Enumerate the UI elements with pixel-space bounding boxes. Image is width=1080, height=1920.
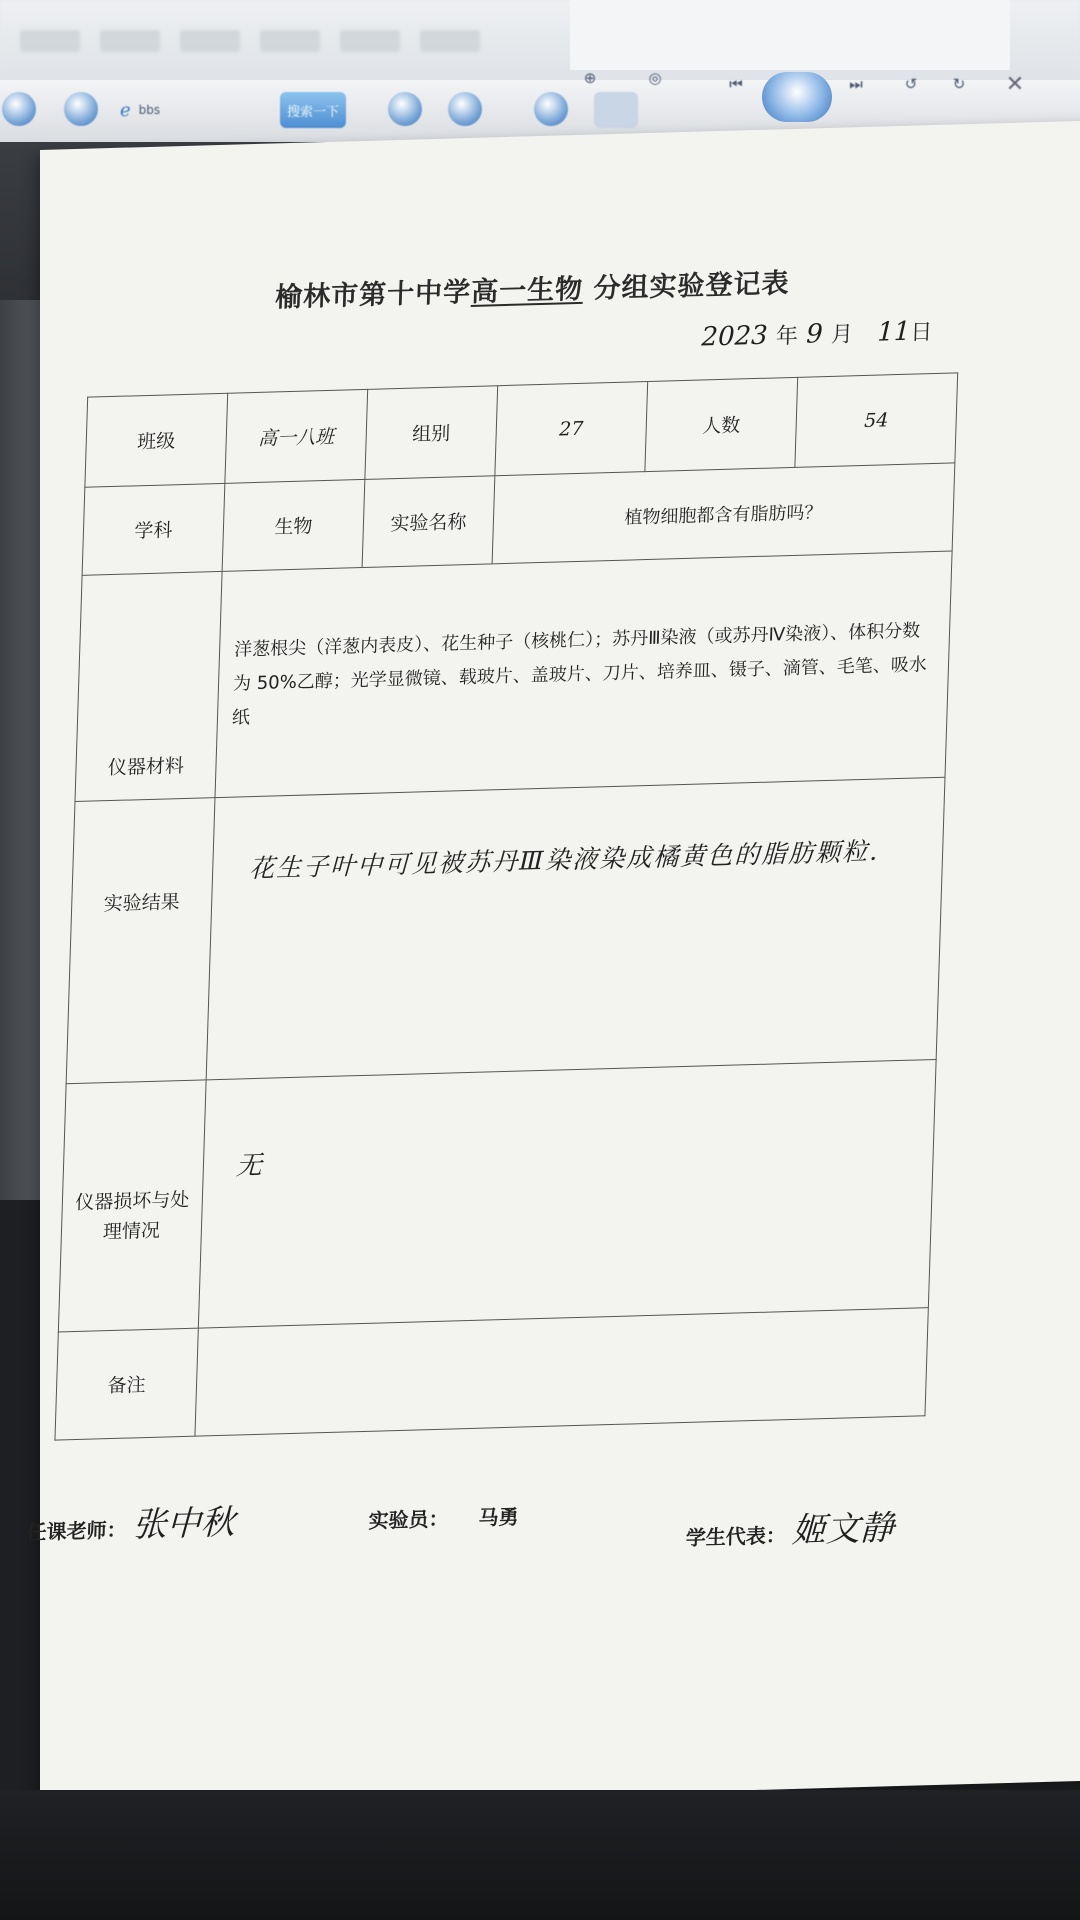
group-value: 27 [495, 382, 648, 476]
table-row [75, 551, 952, 801]
materials-label [75, 571, 222, 801]
star-icon[interactable] [448, 92, 482, 126]
damage-label-line1: 仪器损坏与处 [75, 1188, 190, 1214]
subject-value: 生物 [222, 479, 365, 571]
form-date [701, 315, 933, 352]
title-school: 榆林市第十中学 [274, 276, 472, 314]
zoom-icon[interactable]: ⊕ [583, 69, 597, 87]
address-text: bbs [138, 103, 161, 117]
date-day: 11 [876, 316, 911, 348]
assistant-signature [368, 1501, 519, 1534]
menu-item[interactable] [420, 30, 480, 52]
search-button[interactable]: 搜索一下 [280, 92, 346, 128]
table-row [66, 777, 945, 1084]
browser-logo-icon[interactable] [2, 92, 36, 126]
class-label: 班级 [85, 393, 228, 487]
previous-icon[interactable]: ⏮ [729, 75, 743, 93]
remarks-label: 备注 [55, 1328, 198, 1440]
result-label: 实验结果 [66, 798, 215, 1084]
count-value: 54 [795, 373, 958, 468]
undo-icon[interactable]: ↺ [904, 75, 918, 93]
globe-icon[interactable] [64, 92, 98, 126]
student-signature [685, 1500, 895, 1555]
assistant-name: 马勇 [478, 1504, 520, 1530]
title-form-name: 分组实验登记表 [593, 268, 791, 305]
target-icon[interactable]: ◎ [648, 69, 662, 87]
play-icon[interactable] [762, 72, 832, 122]
damage-label-line2: 理情况 [102, 1219, 161, 1243]
menu-item[interactable] [180, 30, 240, 52]
experiment-name-label: 实验名称 [362, 476, 495, 568]
damage-label [58, 1080, 206, 1332]
date-year-label: 年 [775, 323, 799, 350]
student-name: 姬文静 [791, 1508, 895, 1552]
signature-row [26, 1475, 928, 1552]
refresh-icon[interactable]: ↻ [952, 75, 966, 93]
ie-icon: ℯ [120, 99, 131, 121]
menu-item[interactable] [100, 30, 160, 52]
table-row [58, 1059, 936, 1332]
next-icon[interactable]: ⏭ [849, 75, 863, 93]
media-icon[interactable] [534, 92, 568, 126]
screen-window [570, 0, 1010, 70]
date-month: 9 [805, 319, 824, 350]
date-day-label: 日 [909, 320, 933, 346]
subject-label: 学科 [82, 483, 225, 575]
teacher-signature [26, 1495, 236, 1550]
result-value: 花生子叶中可见被苏丹Ⅲ染液染成橘黄色的脂肪颗粒. [206, 777, 945, 1080]
remarks-value [195, 1308, 928, 1436]
folder-icon[interactable] [594, 92, 638, 128]
group-label: 组别 [365, 386, 498, 480]
student-label: 学生代表： [685, 1523, 787, 1550]
close-icon[interactable]: ✕ [1005, 71, 1025, 97]
count-label: 人数 [645, 377, 798, 471]
date-year: 2023 [701, 320, 769, 353]
form-title [275, 261, 791, 314]
registration-form-sheet [26, 120, 1080, 1810]
materials-value: 洋葱根尖（洋葱内表皮）、花生种子（核桃仁）；苏丹Ⅲ染液（或苏丹Ⅳ染液）、体积分数为 50%乙醇；光学显微镜、载玻片、盖玻片、刀片、培养皿、镊子、滴管、毛笔、吸水纸 [215, 551, 952, 798]
shield-icon[interactable] [388, 92, 422, 126]
menu-item[interactable] [260, 30, 320, 52]
menu-item[interactable] [340, 30, 400, 52]
damage-value: 无 [198, 1059, 936, 1328]
address-bar[interactable] [120, 92, 220, 128]
teacher-name: 张中秋 [132, 1502, 236, 1546]
teacher-label: 任课老师： [26, 1517, 127, 1545]
class-value: 高一八班 [225, 389, 368, 483]
materials-label-text: 仪器材料 [107, 754, 185, 780]
table-row [55, 1308, 928, 1440]
experiment-name-value: 植物细胞都含有脂肪吗？ [492, 463, 955, 564]
desk-surface [0, 1790, 1080, 1920]
menu-item[interactable] [20, 30, 80, 52]
date-month-label: 月 [830, 322, 854, 348]
title-class-subject: 高一生物 [470, 273, 584, 308]
assistant-label: 实验员： [368, 1506, 450, 1533]
registration-table [54, 372, 958, 1440]
